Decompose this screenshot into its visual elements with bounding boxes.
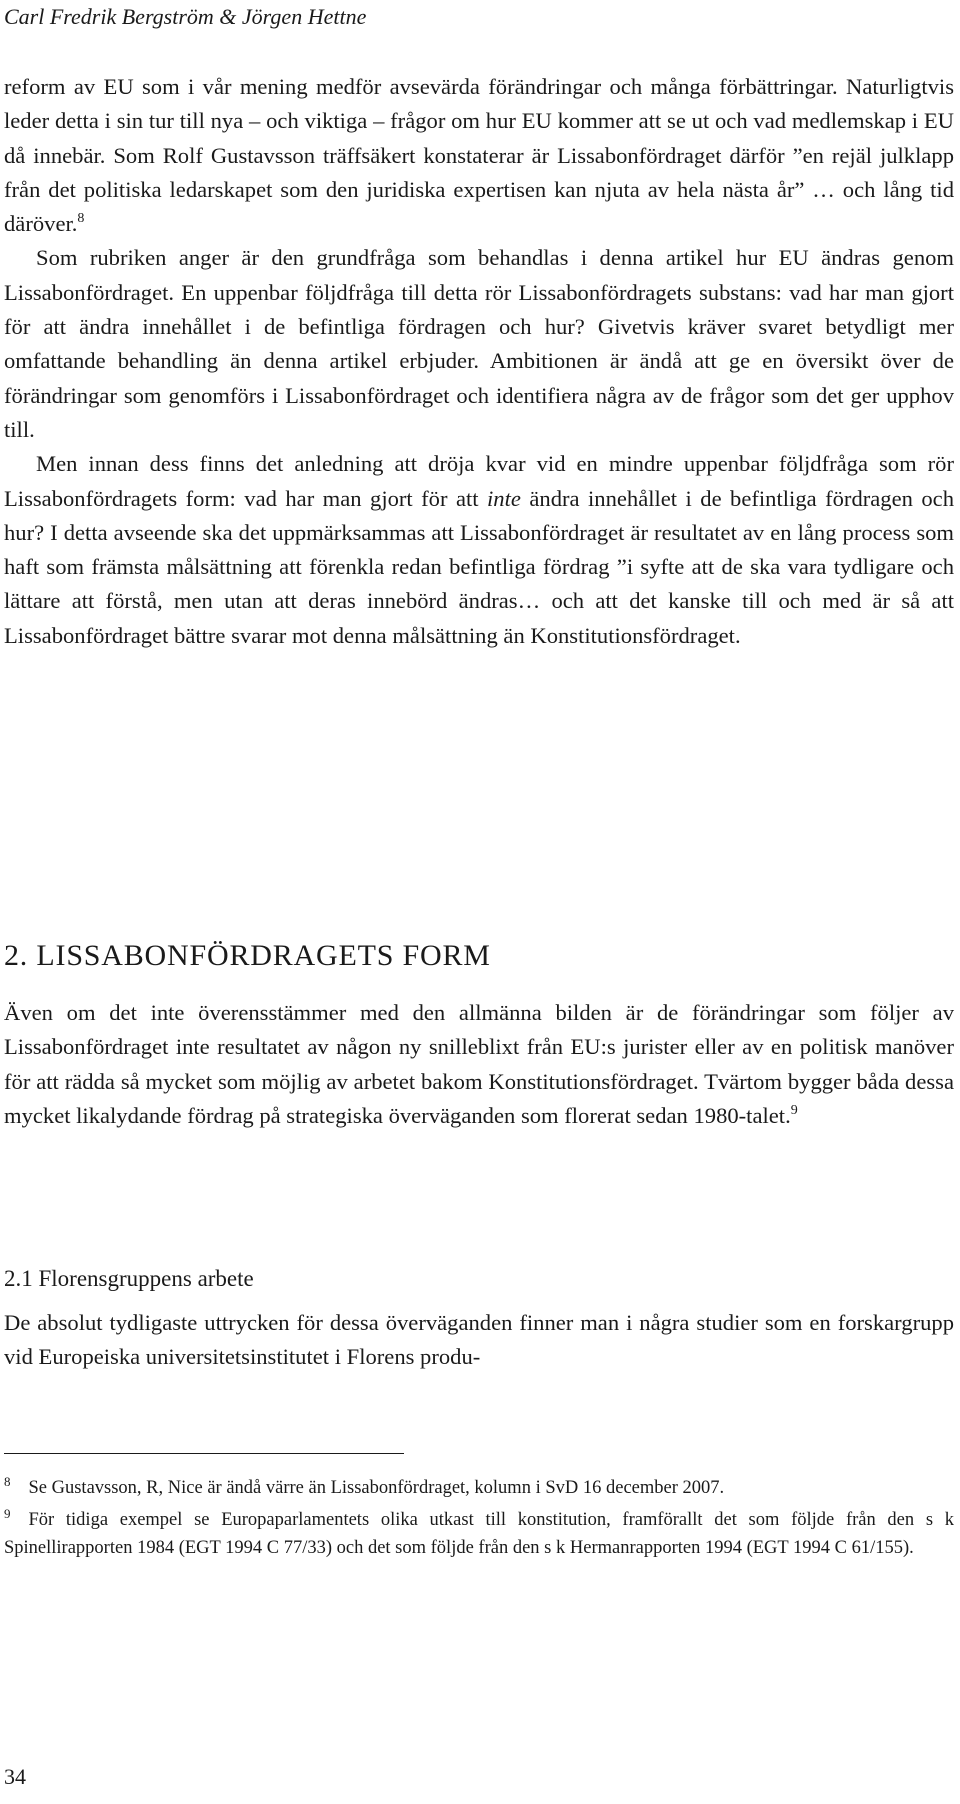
paragraph	[4, 996, 954, 1133]
page-number: 34	[4, 1764, 26, 1789]
footnote	[4, 1474, 954, 1503]
emphasis: inte	[487, 485, 521, 511]
footnote-number: 9	[4, 1505, 11, 1521]
running-head: Carl Fredrik Bergström & Jörgen Hettne	[4, 4, 367, 29]
footnote-text: Se Gustavsson, R, Nice är ändå värre än Lissabonfördraget, kolumn i SvD 16 december 2007.	[28, 1478, 725, 1498]
section-heading: 2. LISSABONFÖRDRAGETS FORM	[4, 939, 491, 972]
paragraph-text: reform av EU som i vår mening medför avsevärda förändringar och många förbättringar. Naturligtvis leder detta i sin tur till nya – och viktiga – frågor om hur EU kommer att se ut och vad medlemskap i EU då innebär. Som Rolf Gustavsson träffsäkert konstaterar är Lissabonfördraget därför ”en rejäl julklapp från det politiska ledarskapet som den juridiska expertisen kan njuta av hela nästa år” … och lång tid däröver.	[4, 74, 954, 237]
footnote-ref: 8	[77, 211, 85, 227]
paragraph: De absolut tydligaste uttrycken för dessa överväganden finner man i några studier som en forskargrupp vid Europeiska universitetsinstitutet i Florens produ-	[4, 1310, 954, 1370]
paragraph-text: Men innan dess finns det anledning att dröja kvar vid en mindre uppenbar följdfråga som rör Lissabonfördragets form: vad har man gjort för att	[4, 451, 954, 511]
footnote-divider	[4, 1453, 404, 1454]
paragraph-text: ändra innehållet i de befintliga fördragen och hur? I detta avseende ska det uppmärksammas att Lissabonfördraget är resultatet av en lång process som haft som främsta målsättning att förenkla redan befintliga fördrag ”i syfte att de ska vara tydligare och lättare att förstå, men utan att deras innebörd ändras… och att det kanske till och med är så att Lissabonfördraget bättre svarar mot denna målsättning än Konstitutionsfördraget.	[4, 485, 954, 648]
section-2-1-text	[4, 1306, 954, 1375]
paragraph	[4, 70, 954, 241]
paragraph: Som rubriken anger är den grundfråga som behandlas i denna artikel hur EU ändras genom Lissabonfördraget. En uppenbar följdfråga till detta rör Lissabonfördragets substans: vad har man gjort för att ändra innehållet i de befintliga fördragen och hur? Givetvis kräver svaret betydligt mer omfattande behandling än denna artikel erbjuder. Ambitionen är ändå att ge en översikt över de förändringar som genomförs i Lissabonfördraget och identifiera några av de frågor som det ger upphov till.	[4, 245, 954, 442]
footnote-number: 8	[4, 1474, 11, 1489]
footnote-ref: 9	[790, 1102, 798, 1118]
footnote	[4, 1506, 954, 1563]
section-2-text	[4, 996, 954, 1133]
paragraph-text: Även om det inte överensstämmer med den allmänna bilden är de förändringar som följer av Lissabonfördraget inte resultatet av någon ny snilleblixt från EU:s jurister eller av en politisk manöver för att rädda så mycket som möjlig av arbetet bakom Konstitutionsfördraget. Tvärtom bygger båda dessa mycket likalydande fördrag på strategiska överväganden som florerat sedan 1980-talet.	[4, 1000, 954, 1128]
subsection-heading: 2.1 Florensgruppens arbete	[4, 1266, 254, 1291]
footnote-text: För tidiga exempel se Europaparlamentets olika utkast till konstitution, framförallt det som följde från den s k Spinellirapporten 1984 (EGT 1994 C 77/33) och det som följde från den s k Hermanrapporten 1994 (EGT 1994 C 61/155).	[4, 1509, 954, 1559]
footnotes	[4, 1474, 954, 1566]
intro-text	[4, 70, 954, 653]
paragraph	[4, 447, 954, 653]
